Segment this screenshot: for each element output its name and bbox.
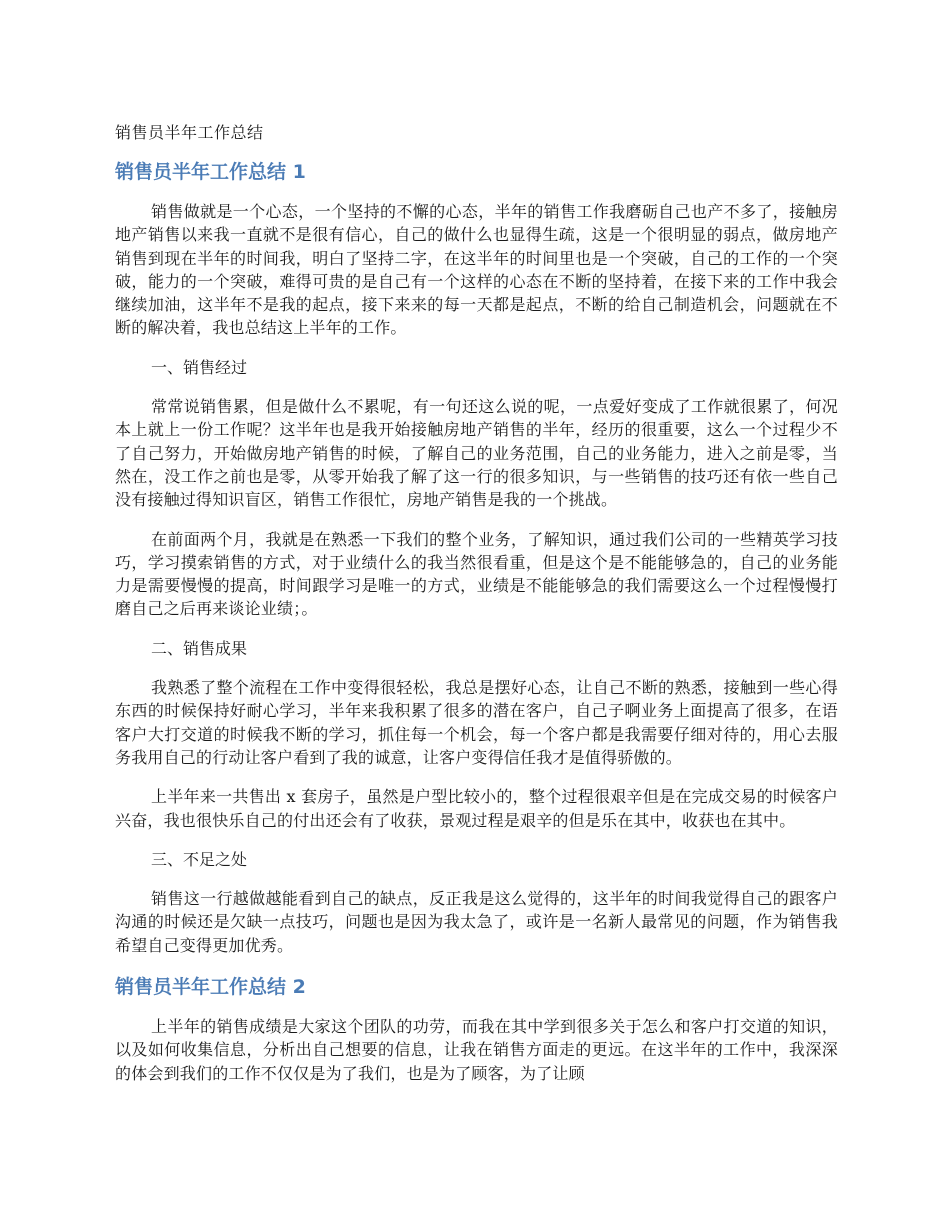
paragraph-sales-results-1: 我熟悉了整个流程在工作中变得很轻松，我总是摆好心态，让自己不断的熟悉，接触到一些心得东西的时候保持好耐心学习，半年来我积累了很多的潜在客户，自己子啊业务上面提高了很多，在语客户大打交道的时候我不断的学习，抓住每一个机会，每一个客户都是我需要仔细对待的，用心去服务我用自己的行动让客户看到了我的诚意，让客户变得信任我才是值得骄傲的。 [115, 678, 838, 767]
subheading-sales-process: 一、销售经过 [151, 357, 248, 377]
subheading-shortcomings: 三、不足之处 [151, 849, 248, 869]
paragraph-intro: 销售做就是一个心态，一个坚持的不懈的心态，半年的销售工作我磨砺自己也产不多了，接触房地产销售以来我一直就不是很有信心，自己的做什么也显得生疏，这是一个很明显的弱点，做房地产销售到现在半年的时间我，明白了坚持二字，在这半年的时间里也是一个突破，自己的工作的一个突破，能力的一个突破，难得可贵的是自己有一个这样的心态在不断的坚持着，在接下来的工作中我会继续加油，这半年不是我的起点，接下来来的每一天都是起点，不断的给自己制造机会，问题就在不断的解决着，我也总结这上半年的工作。 [115, 202, 838, 338]
subheading-sales-results: 二、销售成果 [151, 638, 248, 658]
paragraph-section2-1: 上半年的销售成绩是大家这个团队的功劳，而我在其中学到很多关于怎么和客户打交道的知识，以及如何收集信息，分析出自己想要的信息，让我在销售方面走的更远。在这半年的工作中，我深深的体会到我们的工作不仅仅是为了我们，也是为了顾客，为了让顾 [115, 1017, 838, 1083]
paragraph-shortcomings: 销售这一行越做越能看到自己的缺点，反正我是这么觉得的，这半年的时间我觉得自己的跟客户沟通的时候还是欠缺一点技巧，问题也是因为我太急了，或许是一名新人最常见的问题，作为销售我希望自己变得更加优秀。 [115, 889, 838, 955]
paragraph-sales-process-1: 常常说销售累，但是做什么不累呢，有一句还这么说的呢，一点爱好变成了工作就很累了，何况本上就上一份工作呢？这半年也是我开始接触房地产销售的半年，经历的很重要，这么一个过程少不了自己努力，开始做房地产销售的时候，了解自己的业务范围，自己的业务能力，进入之前是零，当然在，没工作之前也是零，从零开始我了解了这一行的很多知识，与一些销售的技巧还有依一些自己没有接触过得知识盲区，销售工作很忙，房地产销售是我的一个挑战。 [115, 397, 838, 510]
paragraph-sales-results-2: 上半年来一共售出 x 套房子，虽然是户型比较小的，整个过程很艰辛但是在完成交易的时候客户兴奋，我也很快乐自己的付出还会有了收获，景观过程是艰辛的但是乐在其中，收获也在其中。 [115, 787, 838, 830]
paragraph-sales-process-2: 在前面两个月，我就是在熟悉一下我们的整个业务，了解知识，通过我们公司的一些精英学习技巧，学习摸索销售的方式，对于业绩什么的我当然很看重，但是这个是不能能够急的，自己的业务能力是需要慢慢的提高，时间跟学习是唯一的方式，业绩是不能能够急的我们需要这么一个过程慢慢打磨自己之后再来谈论业绩；。 [115, 529, 838, 619]
document-title: 销售员半年工作总结 [115, 123, 264, 142]
section-heading-2: 销售员半年工作总结 2 [115, 976, 306, 999]
document-body [115, 120, 838, 1101]
section-heading-1: 销售员半年工作总结 1 [115, 161, 306, 183]
